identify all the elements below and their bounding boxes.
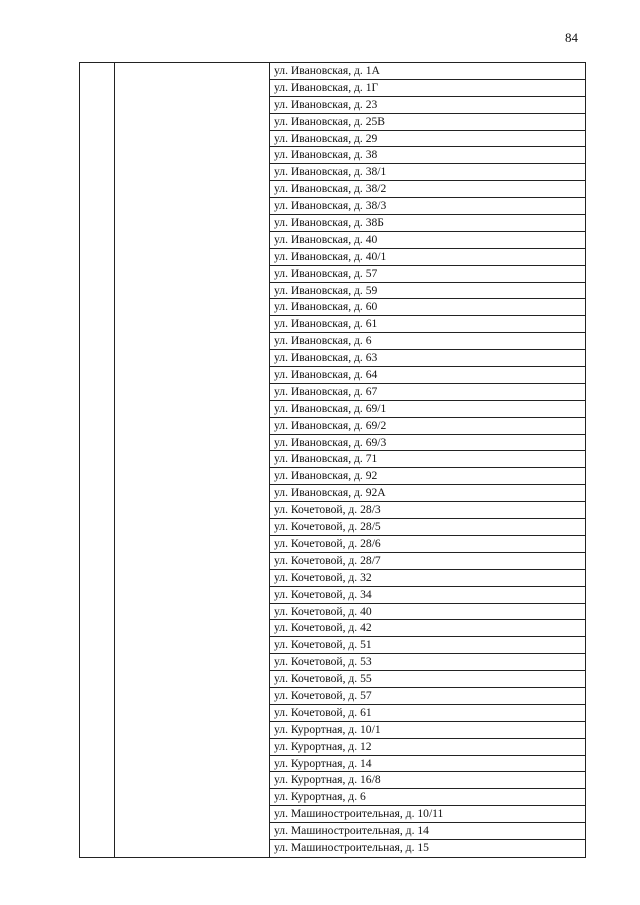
table-row: ул. Машиностроительная, д. 14 (270, 823, 585, 840)
table-column-name (115, 63, 270, 857)
table-column-number (80, 63, 115, 857)
table-row: ул. Ивановская, д. 71 (270, 451, 585, 468)
table-row: ул. Машиностроительная, д. 15 (274, 840, 429, 854)
table-row: ул. Кочетовой, д. 28/7 (270, 553, 585, 570)
table-row: ул. Кочетовой, д. 34 (270, 587, 585, 604)
table-row: ул. Кочетовой, д. 42 (270, 620, 585, 637)
table-row: ул. Ивановская, д. 92 (270, 468, 585, 485)
table-row: ул. Ивановская, д. 29 (270, 131, 585, 148)
table-row: ул. Кочетовой, д. 55 (270, 671, 585, 688)
table-row: ул. Кочетовой, д. 61 (270, 705, 585, 722)
table-row: ул. Курортная, д. 16/8 (270, 772, 585, 789)
table-row: ул. Ивановская, д. 92А (270, 485, 585, 502)
table-row: ул. Ивановская, д. 57 (270, 266, 585, 283)
table-row: ул. Кочетовой, д. 32 (270, 570, 585, 587)
table-row: ул. Кочетовой, д. 28/3 (270, 502, 585, 519)
table-row: ул. Ивановская, д. 61 (270, 316, 585, 333)
table-row: ул. Ивановская, д. 1А (270, 63, 585, 80)
table-row: ул. Машиностроительная, д. 10/11 (270, 806, 585, 823)
table-column-addresses (270, 63, 585, 857)
table-row: ул. Ивановская, д. 23 (270, 97, 585, 114)
table-row: ул. Ивановская, д. 38Б (270, 215, 585, 232)
table-row: ул. Кочетовой, д. 28/6 (270, 536, 585, 553)
table-row: ул. Ивановская, д. 63 (270, 350, 585, 367)
table-row: ул. Кочетовой, д. 40 (270, 604, 585, 621)
table-row: ул. Курортная, д. 6 (270, 789, 585, 806)
table-row: ул. Ивановская, д. 69/3 (270, 435, 585, 452)
table-row: ул. Ивановская, д. 1Г (270, 80, 585, 97)
table-row: ул. Ивановская, д. 69/1 (270, 401, 585, 418)
table-row: ул. Ивановская, д. 38/3 (270, 198, 585, 215)
table-row: ул. Ивановская, д. 38/2 (270, 181, 585, 198)
table-row: ул. Ивановская, д. 6 (270, 333, 585, 350)
table-row: ул. Ивановская, д. 40 (270, 232, 585, 249)
table-row: ул. Курортная, д. 10/1 (270, 722, 585, 739)
table-row: ул. Ивановская, д. 69/2 (270, 418, 585, 435)
table-row: ул. Ивановская, д. 38 (270, 147, 585, 164)
table-row: ул. Кочетовой, д. 51 (270, 637, 585, 654)
table-row: ул. Ивановская, д. 38/1 (270, 164, 585, 181)
table-row: ул. Кочетовой, д. 28/5 (270, 519, 585, 536)
table-row: ул. Курортная, д. 14 (270, 756, 585, 773)
table-row: ул. Ивановская, д. 67 (270, 384, 585, 401)
table-row: ул. Ивановская, д. 60 (270, 299, 585, 316)
table-row: ул. Курортная, д. 12 (270, 739, 585, 756)
table-row: ул. Кочетовой, д. 57 (270, 688, 585, 705)
table-row: ул. Ивановская, д. 25В (270, 114, 585, 131)
table-row: ул. Ивановская, д. 40/1 (270, 249, 585, 266)
table-row: ул. Кочетовой, д. 53 (270, 654, 585, 671)
table-row: ул. Ивановская, д. 64 (270, 367, 585, 384)
page-number: 84 (565, 30, 578, 45)
table-row: ул. Ивановская, д. 59 (270, 283, 585, 300)
address-table (79, 62, 586, 858)
